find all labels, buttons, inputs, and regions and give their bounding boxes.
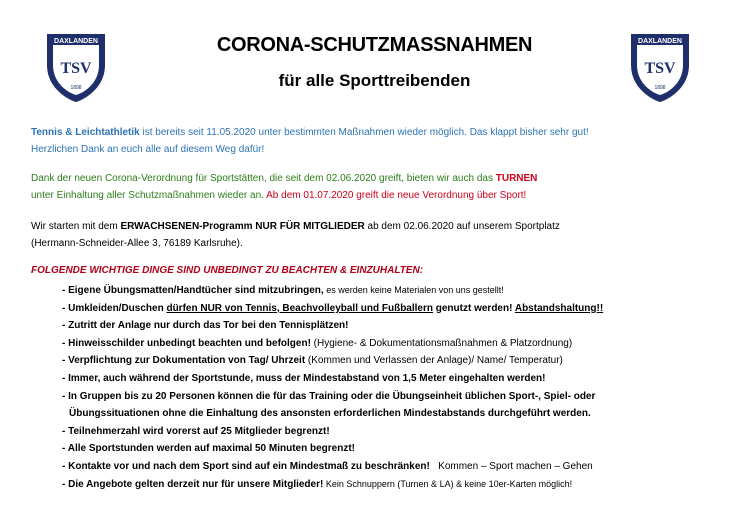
turnen-a: Dank der neuen Corona-Verordnung für Sportstätten, die seit dem 02.06.2020 greift, bieten wir auch das [31, 173, 496, 184]
page-subtitle: für alle Sporttreibenden [278, 71, 471, 90]
rule-11-main: - Die Angebote gelten derzeit nur für unsere Mitglieder! [62, 478, 324, 490]
rule-4-main: - Hinweisschilder unbedingt beachten und befolgen! [62, 337, 311, 349]
turnen-b: TURNEN [495, 173, 538, 184]
intro-paragraph [31, 124, 731, 158]
rule-2-a: - Umkleiden/Duschen [62, 302, 167, 314]
list-item [62, 300, 742, 318]
rule-2-b: dürfen NUR von Tennis, Beachvolleyball und Fußballern [166, 302, 433, 314]
rule-11-note: Kein Schnuppern (Turnen & LA) & keine 10er-Karten möglich! [323, 478, 573, 489]
list-item [62, 282, 742, 300]
logo-arc-text: DAXLANDEN [638, 38, 682, 45]
rule-5-main: - Verpflichtung zur Dokumentation von Tag/ Uhrzeit [62, 355, 306, 367]
adults-paragraph [31, 218, 731, 252]
adults-b: ERWACHSENEN-Programm NUR FÜR MITGLIEDER [120, 221, 365, 232]
list-item: - Teilnehmerzahl wird vorerst auf 25 Mitglieder begrenzt! [62, 425, 330, 437]
rule-1-note: es werden keine Materialen von uns gestellt! [323, 285, 504, 295]
turnen-paragraph [31, 170, 731, 204]
adults-c: ab dem 02.06.2020 auf unserem Sportplatz [364, 221, 560, 232]
rule-4-note: (Hygiene- & Dokumentationsmaßnahmen & Platzordnung) [310, 337, 573, 349]
rule-2-d: Abstandshaltung!! [514, 302, 604, 314]
list-item [62, 458, 742, 476]
rules-list [62, 282, 742, 493]
list-item: - In Gruppen bis zu 20 Personen können die für das Training oder die Übungseinheit üblichen Sport-, Spiel- oder [62, 390, 596, 402]
turnen-c: unter Einhaltung aller Schutzmaßnahmen wieder an. [31, 190, 267, 201]
intro-rest: ist bereits seit 11.05.2020 unter bestimmten Maßnahmen wieder möglich. Das klappt bisher sehr gut! [139, 127, 589, 138]
page-title: CORONA-SCHUTZMASSNAHMEN [216, 34, 533, 56]
rule-2-c: genutzt werden! [432, 302, 515, 314]
logo-arc-text: DAXLANDEN [54, 38, 98, 45]
list-item [62, 335, 742, 353]
intro-bold: Tennis & Leichtathletik [31, 127, 140, 138]
rule-10-note: Kommen – Sport machen – Gehen [429, 460, 593, 472]
logo-monogram: TSV [644, 60, 676, 77]
logo-year: 1898 [654, 85, 666, 91]
logo-year: 1898 [70, 85, 82, 91]
adults-a: Wir starten mit dem [31, 221, 121, 232]
adults-line2: (Hermann-Schneider-Allee 3, 76189 Karlsruhe). [31, 238, 243, 249]
list-item [62, 476, 742, 494]
intro-line2: Herzlichen Dank an euch alle auf diesem Weg dafür! [31, 144, 265, 155]
list-item: - Alle Sportstunden werden auf maximal 50 Minuten begrenzt! [62, 443, 356, 455]
turnen-d: Ab dem 01.07.2020 greift die neue Verordnung über Sport! [266, 190, 527, 201]
rule-5-note: (Kommen und Verlassen der Anlage)/ Name/ Temperatur) [305, 355, 563, 367]
logo-monogram: TSV [60, 60, 92, 77]
list-item [62, 352, 742, 370]
list-item: Übungssituationen ohne die Einhaltung des ansonsten erforderlichen Mindestabstands durchgeführt werden. [69, 408, 591, 420]
rule-1-main: - Eigene Übungsmatten/Handtücher sind mitzubringen, [62, 285, 324, 296]
rules-heading: FOLGENDE WICHTIGE DINGE SIND UNBEDINGT ZU BEACHTEN & EINZUHALTEN: [31, 265, 424, 276]
list-item: - Zutritt der Anlage nur durch das Tor bei den Tennisplätzen! [62, 320, 349, 332]
rule-10-main: - Kontakte vor und nach dem Sport sind auf ein Mindestmaß zu beschränken! [62, 460, 430, 472]
list-item: - Immer, auch während der Sportstunde, muss der Mindestabstand von 1,5 Meter eingehalten werden! [62, 372, 546, 384]
